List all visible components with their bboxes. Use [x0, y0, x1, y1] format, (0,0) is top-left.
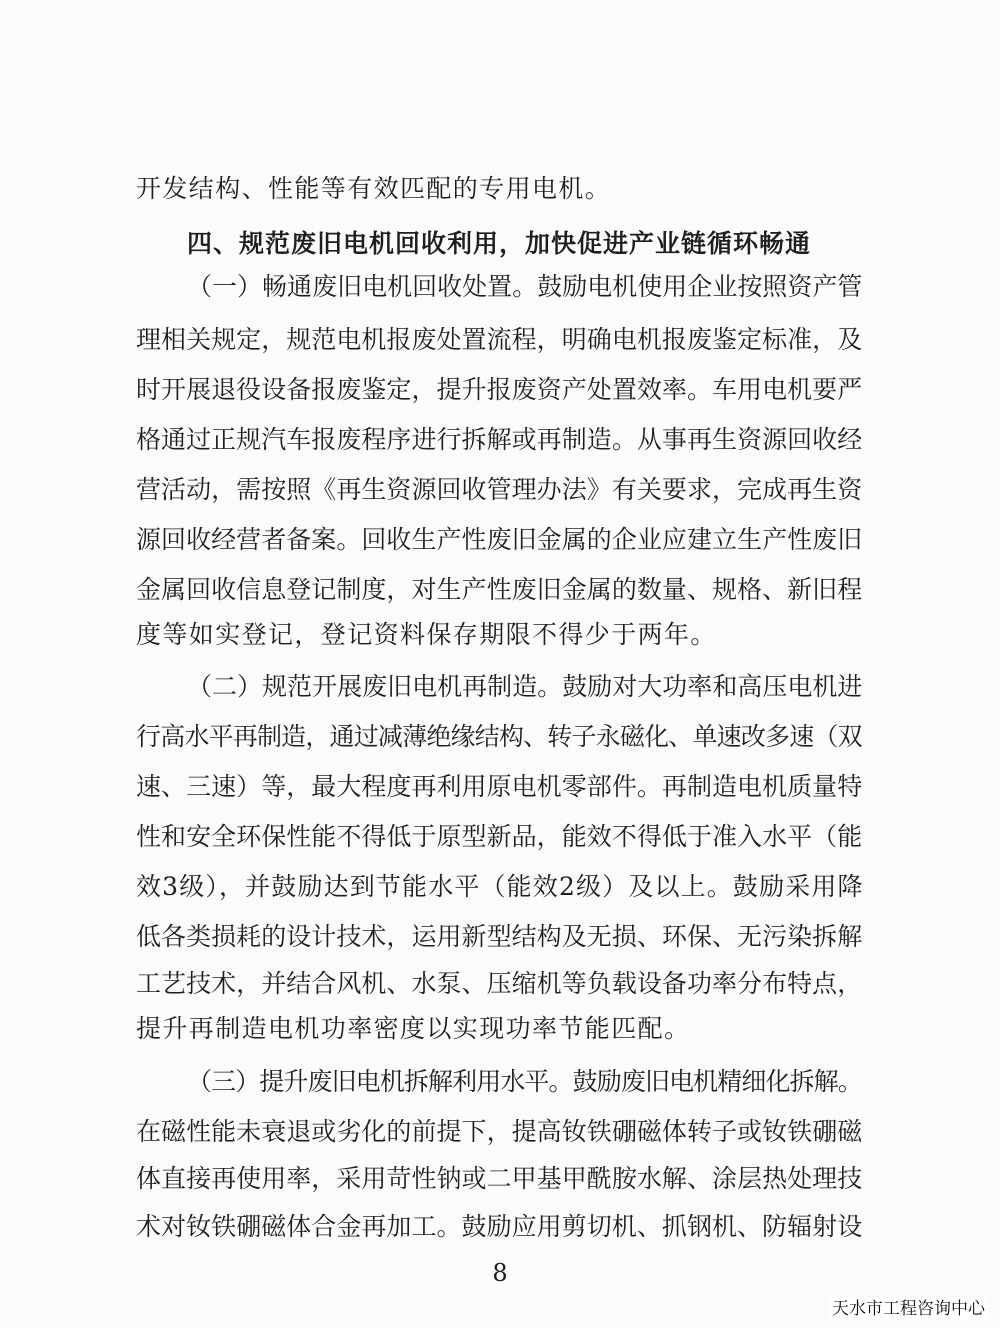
source-watermark: 天水市工程咨询中心	[829, 1298, 988, 1320]
body-line: 格通过正规汽车报废程序进行拆解或再制造。从事再生资源回收经	[136, 425, 863, 454]
body-line: 提升再制造电机功率密度以实现功率节能匹配。	[136, 1014, 691, 1043]
body-line: 金属回收信息登记制度，对生产性废旧金属的数量、规格、新旧程	[136, 575, 863, 604]
body-line: 行高水平再制造，通过减薄绝缘结构、转子永磁化、单速改多速（双	[136, 722, 862, 751]
body-line: 性和安全环保性能不得低于原型新品，能效不得低于准入水平（能	[136, 822, 863, 851]
paragraph-first-line: （二）规范开展废旧电机再制造。鼓励对大功率和高压电机进	[187, 672, 863, 701]
body-line: 效3级），并鼓励达到节能水平（能效2级）及以上。鼓励采用降	[136, 872, 864, 901]
body-line: 工艺技术，并结合风机、水泵、压缩机等负载设备功率分布特点，	[136, 969, 863, 998]
paragraph-first-line: （一）畅通废旧电机回收处置。鼓励电机使用企业按照资产管	[187, 272, 863, 301]
body-line: 体直接再使用率，采用苛性钠或二甲基甲酰胺水解、涂层热处理技	[136, 1164, 863, 1193]
body-line: 度等如实登记，登记资料保存期限不得少于两年。	[136, 620, 717, 649]
section-heading: 四、规范废旧电机回收利用，加快促进产业链循环畅通	[187, 229, 812, 258]
body-line: 低各类损耗的设计技术，运用新型结构及无损、环保、无污染拆解	[136, 922, 863, 951]
body-line: 时开展退役设备报废鉴定，提升报废资产处置效率。车用电机要严	[136, 375, 863, 404]
paragraph-first-line: （三）提升废旧电机拆解利用水平。鼓励废旧电机精细化拆解。	[187, 1067, 862, 1096]
body-line: 源回收经营者备案。回收生产性废旧金属的企业应建立生产性废旧	[136, 525, 863, 554]
body-line: 营活动，需按照《再生资源回收管理办法》有关要求，完成再生资	[136, 475, 863, 504]
body-line: 速、三速）等，最大程度再利用原电机零部件。再制造电机质量特	[136, 772, 863, 801]
body-line: 理相关规定，规范电机报废处置流程，明确电机报废鉴定标准，及	[136, 325, 863, 354]
body-line: 术对钕铁硼磁体合金再加工。鼓励应用剪切机、抓钢机、防辐射设	[136, 1212, 863, 1241]
body-line: 在磁性能未衰退或劣化的前提下，提高钕铁硼磁体转子或钕铁硼磁	[136, 1117, 863, 1146]
body-line: 开发结构、性能等有效匹配的专用电机。	[136, 174, 612, 203]
page-number: 8	[492, 1259, 508, 1287]
